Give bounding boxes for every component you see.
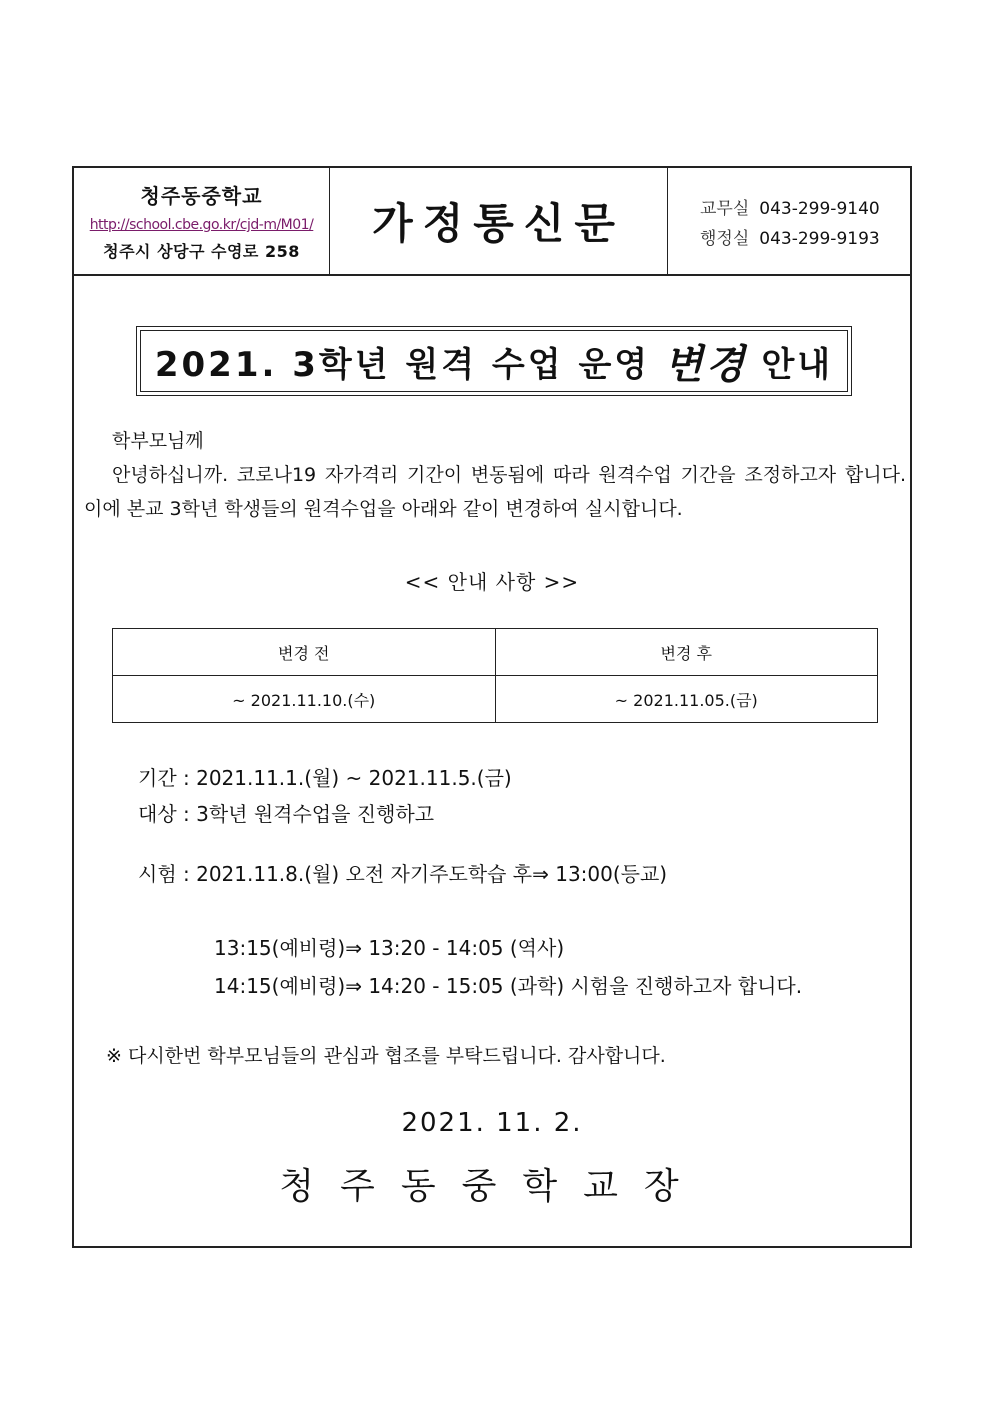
notice-title-emphasis: 변경 bbox=[664, 341, 748, 388]
notice-title-main: 2021. 3학년 원격 수업 운영 bbox=[154, 344, 651, 385]
header-after: 변경 후 bbox=[495, 629, 878, 676]
contact-phone: 043-299-9193 bbox=[759, 229, 880, 249]
notice-section-heading: << 안내 사항 >> bbox=[404, 570, 580, 594]
exam-slot-line: 13:15(예비령)⇒ 13:20 - 14:05 (역사) bbox=[214, 936, 565, 960]
school-info bbox=[74, 168, 330, 274]
cell-after: ~ 2021.11.05.(금) bbox=[495, 676, 878, 723]
notice-title bbox=[140, 330, 848, 392]
schedule-change-table bbox=[112, 628, 878, 723]
notice-title-suffix: 안내 bbox=[761, 344, 834, 385]
contact-phone: 043-299-9140 bbox=[759, 199, 880, 219]
cell-before: ~ 2021.11.10.(수) bbox=[113, 676, 496, 723]
period-line: 기간 : 2021.11.1.(월) ~ 2021.11.5.(금) bbox=[138, 766, 512, 790]
intro-paragraph: 안녕하십니까. 코로나19 자가격리 기간이 변동됨에 따라 원격수업 기간을 조정하고자 합니다. 이에 본교 3학년 학생들의 원격수업을 아래와 같이 변경하여 실시합니다. bbox=[84, 464, 906, 520]
header-before: 변경 전 bbox=[113, 629, 496, 676]
document-frame bbox=[72, 166, 912, 1248]
document-type-title: 가정통신문 bbox=[330, 168, 668, 274]
table-row bbox=[113, 676, 878, 723]
exam-line: 시험 : 2021.11.8.(월) 오전 자기주도학습 후⇒ 13:00(등교) bbox=[138, 862, 668, 886]
contact-label: 교무실 bbox=[700, 199, 750, 219]
closing-note: ※ 다시한번 학부모님들의 관심과 협조를 부탁드립니다. 감사합니다. bbox=[106, 1045, 666, 1067]
school-address: 청주시 상당구 수영로 258 bbox=[103, 242, 300, 261]
notice-title-box bbox=[136, 326, 852, 396]
school-name: 청주동중학교 bbox=[140, 184, 263, 208]
contact-row bbox=[700, 224, 910, 254]
contact-info bbox=[668, 168, 910, 274]
table-header-row bbox=[113, 629, 878, 676]
letter-header bbox=[74, 168, 910, 276]
greeting: 학부모님께 bbox=[112, 430, 204, 452]
target-line: 대상 : 3학년 원격수업을 진행하고 bbox=[138, 802, 435, 826]
issue-date: 2021. 11. 2. bbox=[401, 1108, 583, 1138]
exam-slot-line: 14:15(예비령)⇒ 14:20 - 15:05 (과학) 시험을 진행하고자 합니다. bbox=[214, 974, 803, 998]
contact-label: 행정실 bbox=[700, 229, 750, 249]
school-url-link[interactable]: http://school.cbe.go.kr/cjd-m/M01/ bbox=[89, 217, 314, 233]
contact-row bbox=[700, 194, 910, 224]
principal-signature: 청주동중학교장 bbox=[279, 1166, 705, 1207]
